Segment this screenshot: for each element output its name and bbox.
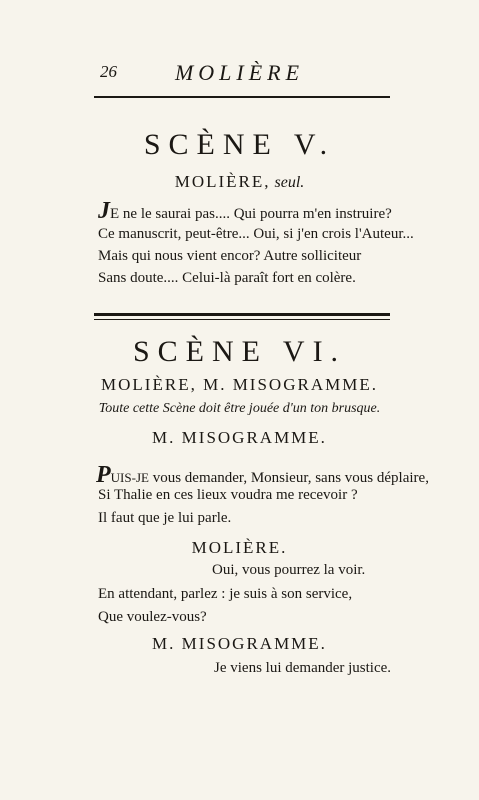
- verse-line: [96, 462, 429, 489]
- scene-5-speaker: MOLIÈRE,: [174, 172, 271, 191]
- page-number: 26: [100, 62, 117, 81]
- scene-5-title: SCÈNE V.: [143, 128, 336, 161]
- speaker-misogramme-2: M. MISOGRAMME.: [152, 634, 327, 653]
- verse-line: En attendant, parlez : je suis à son service,: [98, 586, 353, 602]
- speaker-moliere: MOLIÈRE.: [191, 538, 288, 557]
- running-head: MOLIÈRE: [174, 60, 305, 85]
- verse-line: Si Thalie en ces lieux voudra me recevoir ?: [98, 487, 358, 503]
- scene-6-characters: MOLIÈRE, M. MISOGRAMME.: [101, 375, 378, 394]
- scene-6-title: SCÈNE VI.: [132, 335, 347, 368]
- verse-line: [98, 198, 392, 225]
- verse-line: Il faut que je lui parle.: [98, 510, 232, 526]
- drop-initial-j: J: [98, 198, 110, 224]
- scene-5-speaker-line: [0, 172, 479, 192]
- header-rule: [94, 96, 390, 98]
- verse-line: Oui, vous pourrez la voir.: [212, 562, 366, 578]
- verse-line: Ce manuscrit, peut-être... Oui, si j'en crois l'Auteur...: [98, 226, 414, 242]
- drop-initial-p: P: [96, 462, 111, 488]
- stage-direction: Toute cette Scène doit être jouée d'un ton brusque.: [98, 401, 381, 416]
- scene-divider-thick: [94, 313, 390, 316]
- verse-text: E ne le saurai pas.... Qui pourra m'en instruire?: [110, 206, 392, 222]
- speaker-misogramme: M. MISOGRAMME.: [152, 428, 327, 447]
- scene-5-speaker-note: seul.: [274, 174, 305, 191]
- scene-divider-thin: [94, 319, 390, 320]
- verse-line: Je viens lui demander justice.: [214, 660, 392, 676]
- verse-small-caps: UIS-JE: [110, 470, 149, 485]
- verse-line: Que voulez-vous?: [98, 609, 207, 625]
- verse-line: Mais qui nous vient encor? Autre solliciteur: [98, 248, 362, 264]
- verse-line: Sans doute.... Celui-là paraît fort en colère.: [98, 270, 356, 286]
- verse-text: vous demander, Monsieur, sans vous déplaire,: [148, 470, 429, 486]
